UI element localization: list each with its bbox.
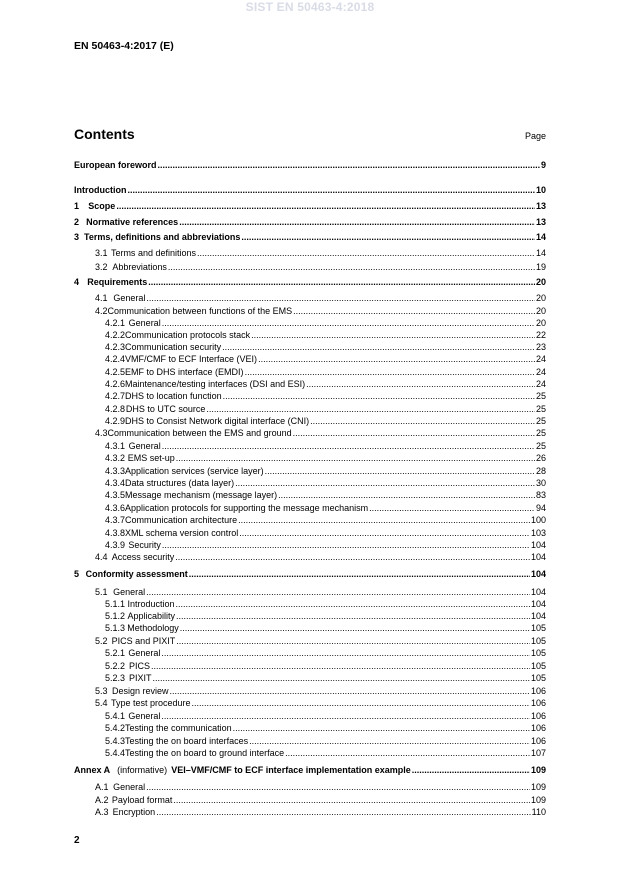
toc-entry[interactable]	[74, 747, 546, 759]
toc-entry-number: Annex A	[74, 765, 111, 775]
toc-dot-leader	[306, 378, 535, 390]
toc-entry-number: 4.3.1	[105, 441, 126, 451]
toc-entry-number: 5.3	[95, 686, 108, 696]
toc-entry-number: 4.1	[95, 293, 108, 303]
toc-entry[interactable]	[74, 794, 546, 806]
toc-entry-page: 10	[535, 185, 546, 195]
toc-dot-leader	[197, 247, 535, 259]
toc-entry-page: 24	[535, 379, 546, 389]
contents-title: Contents	[74, 126, 135, 142]
toc-entry-title: Type test procedure	[110, 698, 191, 708]
toc-entry-page: 104	[530, 587, 546, 597]
toc-entry[interactable]	[74, 660, 546, 672]
toc-entry-title: General	[113, 782, 146, 792]
toc-entry-number: 5.4.1	[105, 711, 126, 721]
toc-entry-title: EMF to DHS interface (EMDI)	[125, 367, 244, 377]
toc-entry[interactable]	[74, 353, 546, 365]
toc-entry-number: 4.3	[95, 428, 108, 438]
toc-entry-title: General	[128, 711, 161, 721]
page-column-label: Page	[524, 131, 546, 141]
toc-entry-number: 4.3.2	[105, 453, 126, 463]
toc-dot-leader	[293, 427, 535, 439]
toc-entry-page: 109	[530, 795, 546, 805]
toc-entry-title: General	[128, 318, 161, 328]
toc-entry-number: 5.4.2	[105, 723, 126, 733]
toc-entry-title: Security	[128, 540, 161, 550]
toc-entry[interactable]	[74, 341, 546, 353]
toc-entry[interactable]	[74, 247, 546, 259]
watermark: SIST EN 50463-4:2018	[245, 0, 375, 14]
toc-entry-title: Message mechanism (message layer)	[125, 490, 278, 500]
toc-dot-leader	[235, 477, 535, 489]
toc-entry-number: 4.2.2	[105, 330, 126, 340]
toc-dot-leader	[176, 598, 530, 610]
toc-entry[interactable]	[74, 305, 546, 317]
toc-entry-number: 5.1.1	[105, 599, 126, 609]
toc-dot-leader	[238, 514, 530, 526]
toc-entry-title: European foreword	[74, 160, 157, 170]
toc-entry[interactable]	[74, 276, 546, 288]
toc-entry-page: 105	[530, 623, 546, 633]
toc-dot-leader	[146, 781, 530, 793]
toc-entry-title: DHS to UTC source	[125, 404, 206, 414]
toc-entry-title: Maintenance/testing interfaces (DSI and ESI)	[125, 379, 306, 389]
toc-entry-page: 24	[535, 354, 546, 364]
toc-entry-page: 20	[535, 293, 546, 303]
toc-dot-leader	[151, 660, 530, 672]
toc-entry-title: Methodology	[127, 623, 179, 633]
toc-entry-page: 20	[535, 277, 546, 287]
toc-entry-page: 14	[535, 232, 546, 242]
toc-entry-page: 23	[535, 342, 546, 352]
toc-entry-title: VMF/CMF to ECF Interface (VEI)	[125, 354, 258, 364]
toc-entry-title: Conformity assessment	[85, 569, 188, 579]
toc-entry-number: 4.2	[95, 306, 108, 316]
toc-entry-page: 106	[530, 736, 546, 746]
toc-entry-page: 25	[535, 404, 546, 414]
toc-entry[interactable]	[74, 366, 546, 378]
toc-dot-leader	[249, 735, 530, 747]
toc-dot-leader	[116, 200, 535, 212]
toc-entry-title: Communication between the EMS and ground	[107, 428, 292, 438]
toc-entry-title: PICS	[129, 661, 151, 671]
toc-entry-page: 30	[535, 478, 546, 488]
toc-dot-leader	[146, 586, 530, 598]
toc-entry-title: General	[128, 441, 161, 451]
toc-entry[interactable]	[74, 502, 546, 514]
toc-entry-number: 4.2.3	[105, 342, 126, 352]
toc-entry-title: Design review	[112, 686, 169, 696]
toc-entry-number: 4.3.8	[105, 528, 126, 538]
document-id: EN 50463-4:2017 (E)	[74, 40, 174, 52]
toc-entry-page: 105	[530, 673, 546, 683]
toc-entry-number: 3.1	[95, 248, 108, 258]
toc-entry-number: 5.2.2	[105, 661, 126, 671]
toc-entry[interactable]	[74, 586, 546, 598]
toc-entry[interactable]	[74, 403, 546, 415]
toc-dot-leader	[222, 341, 535, 353]
toc-entry[interactable]	[74, 317, 546, 329]
toc-entry-page: 104	[530, 611, 546, 621]
toc-entry-title: Application services (service layer)	[125, 466, 264, 476]
toc-dot-leader	[285, 747, 530, 759]
toc-entry-number: 5.1.3	[105, 623, 126, 633]
toc-entry[interactable]	[74, 610, 546, 622]
toc-entry[interactable]	[74, 261, 546, 273]
toc-dot-leader	[176, 452, 535, 464]
toc-entry-page: 103	[530, 528, 546, 538]
toc-entry-number: 5.2	[95, 636, 108, 646]
toc-entry-number: 4.3.5	[105, 490, 126, 500]
toc-entry-number: 4	[74, 277, 80, 287]
toc-entry-page: 13	[535, 217, 546, 227]
toc-entry-page: 106	[530, 723, 546, 733]
toc-entry[interactable]	[74, 390, 546, 402]
toc-entry[interactable]	[74, 710, 546, 722]
toc-entry[interactable]	[74, 427, 546, 439]
toc-dot-leader	[412, 764, 530, 776]
toc-dot-leader	[175, 551, 530, 563]
toc-entry-page: 104	[530, 552, 546, 562]
toc-dot-leader	[241, 231, 535, 243]
toc-entry[interactable]	[74, 635, 546, 647]
toc-dot-leader	[128, 184, 535, 196]
toc-entry[interactable]	[74, 477, 546, 489]
toc-dot-leader	[176, 610, 530, 622]
toc-entry-number: 3.2	[95, 262, 108, 272]
toc-entry-number: 5.4	[95, 698, 108, 708]
toc-entry-title: General	[113, 293, 146, 303]
toc-entry[interactable]	[74, 415, 546, 427]
toc-entry-page: 25	[535, 391, 546, 401]
toc-entry-title: XML schema version control	[125, 528, 239, 538]
toc-entry[interactable]	[74, 685, 546, 697]
toc-entry-title: Communication protocols stack	[125, 330, 251, 340]
toc-entry-number: 5.4.3	[105, 736, 126, 746]
toc-entry-page: 26	[535, 453, 546, 463]
toc-entry-number: 4.3.3	[105, 466, 126, 476]
toc-entry-page: 106	[530, 686, 546, 696]
toc-entry-number: 1	[74, 201, 80, 211]
toc-entry-number: 3	[74, 232, 80, 242]
toc-entry-title: General	[128, 648, 161, 658]
toc-dot-leader	[310, 415, 535, 427]
toc-entry-title: Applicability	[127, 611, 175, 621]
toc-entry[interactable]	[74, 514, 546, 526]
toc-dot-leader	[162, 539, 530, 551]
toc-dot-leader	[192, 697, 530, 709]
toc-dot-leader	[161, 647, 530, 659]
toc-entry-title: Application protocols for supporting the message mechanism	[125, 503, 369, 513]
toc-entry-title: Access security	[111, 552, 175, 562]
toc-entry[interactable]	[74, 184, 546, 196]
toc-entry-number: 4.4	[95, 552, 108, 562]
toc-entry[interactable]	[74, 231, 546, 243]
toc-dot-leader	[245, 366, 535, 378]
toc-entry-page: 19	[535, 262, 546, 272]
toc-entry[interactable]	[74, 200, 546, 212]
toc-entry-number: 2	[74, 217, 80, 227]
toc-entry-page: 13	[535, 201, 546, 211]
toc-entry[interactable]	[74, 622, 546, 634]
toc-entry-page: 105	[530, 648, 546, 658]
toc-entry-page: 105	[530, 661, 546, 671]
toc-entry-number: 4.3.9	[105, 540, 126, 550]
toc-dot-leader	[162, 440, 535, 452]
toc-dot-leader	[148, 276, 535, 288]
toc-entry-page: 106	[530, 711, 546, 721]
toc-entry[interactable]	[74, 440, 546, 452]
toc-dot-leader	[173, 794, 530, 806]
toc-entry-page: 109	[530, 782, 546, 792]
toc-dot-leader	[152, 672, 530, 684]
toc-entry-number: 4.2.9	[105, 416, 126, 426]
toc-entry-title: Encryption	[112, 807, 156, 817]
toc-entry[interactable]	[74, 539, 546, 551]
toc-entry[interactable]	[74, 806, 546, 818]
toc-entry-number: A.1	[95, 782, 109, 792]
toc-entry-page: 94	[535, 503, 546, 513]
toc-dot-leader	[168, 261, 535, 273]
toc-entry[interactable]	[74, 647, 546, 659]
toc-entry[interactable]	[74, 216, 546, 228]
toc-dot-leader	[158, 159, 540, 171]
toc-entry[interactable]	[74, 722, 546, 734]
toc-dot-leader	[156, 806, 530, 818]
toc-entry-title: Abbreviations	[112, 262, 167, 272]
toc-entry-title: Scope	[88, 201, 116, 211]
toc-dot-leader	[233, 722, 530, 734]
toc-entry-page: 25	[535, 416, 546, 426]
toc-entry-title: Data structures (data layer)	[125, 478, 235, 488]
toc-dot-leader	[369, 502, 535, 514]
toc-entry-number: 4.2.1	[105, 318, 126, 328]
toc-dot-leader	[170, 685, 530, 697]
toc-entry[interactable]	[74, 551, 546, 563]
toc-entry-number: 5.1	[95, 587, 108, 597]
toc-entry-title: General	[113, 587, 146, 597]
toc-entry[interactable]	[74, 527, 546, 539]
toc-entry-number: 4.3.6	[105, 503, 126, 513]
toc-entry[interactable]	[74, 159, 546, 171]
toc-entry[interactable]	[74, 735, 546, 747]
toc-entry-page: 25	[535, 428, 546, 438]
toc-entry-page: 14	[535, 248, 546, 258]
toc-dot-leader	[176, 635, 530, 647]
toc-entry-page: 20	[535, 318, 546, 328]
toc-entry-number: 4.3.7	[105, 515, 126, 525]
toc-entry-number: 4.2.4	[105, 354, 126, 364]
toc-entry-title: Introduction	[127, 599, 175, 609]
toc-dot-leader	[206, 403, 535, 415]
toc-entry-number: 4.2.8	[105, 404, 126, 414]
toc-entry[interactable]	[74, 465, 546, 477]
toc-entry-number: 5	[74, 569, 80, 579]
toc-entry-title: Introduction	[74, 185, 127, 195]
toc-entry-title: Communication security	[125, 342, 222, 352]
toc-entry-page: 107	[530, 748, 546, 758]
toc-entry-number: 5.2.3	[105, 673, 126, 683]
toc-entry-page: 106	[530, 698, 546, 708]
toc-entry-number: 4.2.7	[105, 391, 126, 401]
toc-entry-page: 9	[540, 160, 546, 170]
toc-entry-page: 104	[530, 599, 546, 609]
toc-entry-number: 4.3.4	[105, 478, 126, 488]
toc-entry-number: 4.2.5	[105, 367, 126, 377]
toc-dot-leader	[161, 710, 530, 722]
toc-entry-number: 5.1.2	[105, 611, 126, 621]
toc-entry-page: 100	[530, 515, 546, 525]
toc-entry-page: 105	[530, 636, 546, 646]
toc-entry-title: EMS set-up	[127, 453, 175, 463]
toc-entry-title: Communication between functions of the EMS	[107, 306, 293, 316]
toc-entry-title: Payload format	[111, 795, 173, 805]
toc-entry-page: 24	[535, 367, 546, 377]
toc-entry-number: 4.2.6	[105, 379, 126, 389]
toc-entry-page: 104	[530, 540, 546, 550]
toc-dot-leader	[251, 329, 535, 341]
toc-entry-number: A.2	[95, 795, 109, 805]
toc-entry-title: Terms and definitions	[110, 248, 196, 258]
toc-dot-leader	[189, 568, 530, 580]
toc-entry[interactable]	[74, 452, 546, 464]
toc-entry-page: 83	[535, 490, 546, 500]
toc-entry-number: 5.4.4	[105, 748, 126, 758]
toc-dot-leader	[179, 216, 535, 228]
toc-dot-leader	[293, 305, 535, 317]
toc-entry-title: Normative references	[86, 217, 179, 227]
toc-dot-leader	[258, 353, 535, 365]
toc-entry-title: Terms, definitions and abbreviations	[84, 232, 241, 242]
toc-entry-title: PIXIT	[128, 673, 152, 683]
toc-entry-title: Communication architecture	[125, 515, 238, 525]
toc-entry[interactable]	[74, 764, 546, 776]
toc-entry-title: VEI–VMF/CMF to ECF interface implementation example	[171, 765, 411, 775]
toc-entry[interactable]	[74, 378, 546, 390]
toc-entry-page: 104	[530, 569, 546, 579]
toc-dot-leader	[180, 622, 530, 634]
toc-dot-leader	[223, 390, 535, 402]
toc-dot-leader	[146, 292, 535, 304]
toc-entry-page: 28	[535, 466, 546, 476]
toc-entry-page: 109	[530, 765, 546, 775]
toc-entry[interactable]	[74, 781, 546, 793]
toc-entry-annex-type: (informative)	[117, 765, 168, 775]
toc-entry[interactable]	[74, 568, 546, 580]
toc-entry-title: Testing the communication	[125, 723, 232, 733]
toc-entry-title: Testing the on board interfaces	[125, 736, 249, 746]
toc-entry-title: Requirements	[87, 277, 148, 287]
toc-entry[interactable]	[74, 672, 546, 684]
toc-dot-leader	[278, 489, 535, 501]
toc-entry[interactable]	[74, 598, 546, 610]
toc-entry-page: 25	[535, 441, 546, 451]
toc-dot-leader	[162, 317, 535, 329]
toc-entry-title: DHS to location function	[125, 391, 222, 401]
toc-entry[interactable]	[74, 329, 546, 341]
toc-entry-number: A.3	[95, 807, 109, 817]
toc-dot-leader	[265, 465, 535, 477]
toc-entry[interactable]	[74, 489, 546, 501]
page-number: 2	[74, 835, 80, 846]
toc-entry-title: PICS and PIXIT	[111, 636, 176, 646]
toc-entry[interactable]	[74, 292, 546, 304]
toc-entry-number: 5.2.1	[105, 648, 126, 658]
toc-dot-leader	[239, 527, 530, 539]
toc-entry-page: 110	[531, 807, 546, 817]
toc-entry-page: 20	[535, 306, 546, 316]
toc-entry-page: 22	[535, 330, 546, 340]
toc-entry[interactable]	[74, 697, 546, 709]
toc-entry-title: Testing the on board to ground interface	[125, 748, 285, 758]
toc-entry-title: DHS to Consist Network digital interface (CNI)	[125, 416, 310, 426]
